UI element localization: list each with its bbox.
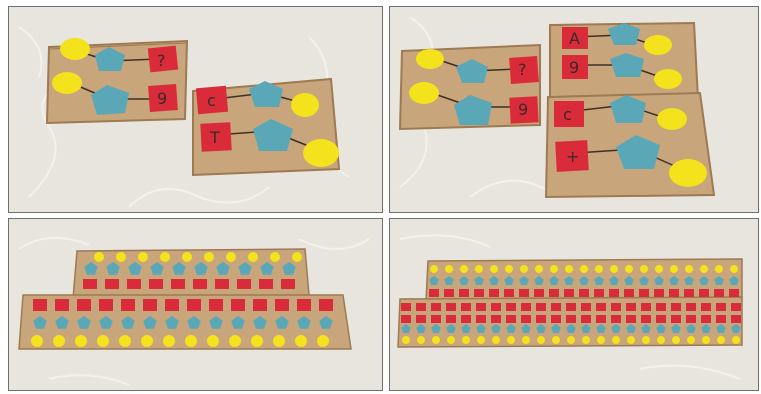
yellow-circle	[462, 336, 470, 344]
red-square	[231, 299, 245, 311]
yellow-circle	[295, 335, 307, 347]
yellow-circle	[597, 336, 605, 344]
red-square	[319, 299, 333, 311]
red-square	[609, 289, 619, 297]
red-square	[699, 289, 709, 297]
red-square	[127, 279, 141, 289]
yellow-circle	[460, 265, 468, 273]
yellow-circle	[160, 252, 170, 262]
red-square	[416, 303, 426, 311]
red-square	[656, 315, 666, 323]
yellow-circle	[700, 265, 708, 273]
domino-rows-bottom-right	[398, 259, 742, 347]
yellow-circle	[640, 265, 648, 273]
red-square	[187, 299, 201, 311]
red-square	[83, 279, 97, 289]
red-square	[446, 315, 456, 323]
red-square	[549, 289, 559, 297]
svg-text:9: 9	[518, 100, 529, 119]
svg-text:A: A	[569, 29, 580, 48]
yellow-circle	[537, 336, 545, 344]
yellow-circle	[432, 336, 440, 344]
svg-text:c: c	[563, 105, 572, 124]
domino-photo-bottom-right	[390, 219, 759, 391]
yellow-circle	[97, 335, 109, 347]
red-square	[731, 315, 741, 323]
yellow-circle	[430, 265, 438, 273]
yellow-circle	[612, 336, 620, 344]
yellow-circle	[75, 335, 87, 347]
red-square	[429, 289, 439, 297]
yellow-circle	[580, 265, 588, 273]
yellow-circle	[625, 265, 633, 273]
red-square	[566, 303, 576, 311]
yellow-circle	[119, 335, 131, 347]
svg-text:?: ?	[518, 60, 527, 79]
red-square	[143, 299, 157, 311]
panel-top-left	[8, 6, 383, 213]
red-square	[641, 315, 651, 323]
red-square	[716, 315, 726, 323]
svg-text:c: c	[207, 91, 216, 110]
red-square	[281, 279, 295, 289]
red-square	[121, 299, 135, 311]
yellow-circle	[550, 265, 558, 273]
red-square	[259, 279, 273, 289]
red-square	[165, 299, 179, 311]
yellow-circle	[730, 265, 738, 273]
red-square	[489, 289, 499, 297]
red-square	[491, 303, 501, 311]
yellow-circle	[595, 265, 603, 273]
red-square	[446, 303, 456, 311]
red-square	[671, 303, 681, 311]
yellow-circle	[402, 336, 410, 344]
yellow-circle	[627, 336, 635, 344]
red-square	[491, 315, 501, 323]
yellow-circle	[292, 252, 302, 262]
panel-bottom-right	[389, 218, 759, 391]
yellow-circle	[567, 336, 575, 344]
yellow-circle	[505, 265, 513, 273]
yellow-circle	[251, 335, 263, 347]
red-square	[596, 303, 606, 311]
yellow-circle	[270, 252, 280, 262]
red-square	[671, 315, 681, 323]
yellow-circle	[490, 265, 498, 273]
yellow-circle	[417, 336, 425, 344]
red-square	[669, 289, 679, 297]
svg-text:T: T	[210, 128, 220, 147]
red-square	[536, 315, 546, 323]
yellow-circle	[248, 252, 258, 262]
red-square	[654, 289, 664, 297]
red-square	[149, 279, 163, 289]
yellow-circle	[477, 336, 485, 344]
yellow-circle	[445, 265, 453, 273]
yellow-circle	[685, 265, 693, 273]
yellow-circle	[670, 265, 678, 273]
red-square	[461, 303, 471, 311]
domino-photo-bottom-left	[9, 219, 383, 391]
red-square	[444, 289, 454, 297]
red-square	[731, 303, 741, 311]
red-square	[536, 303, 546, 311]
red-square	[581, 315, 591, 323]
yellow-circle	[204, 252, 214, 262]
red-square	[459, 289, 469, 297]
red-square	[77, 299, 91, 311]
domino-photo-top-left	[9, 7, 383, 213]
red-square	[519, 289, 529, 297]
yellow-circle	[138, 252, 148, 262]
red-square	[275, 299, 289, 311]
yellow-circle	[717, 336, 725, 344]
yellow-circle	[582, 336, 590, 344]
yellow-circle	[273, 335, 285, 347]
yellow-circle	[116, 252, 126, 262]
yellow-circle	[657, 336, 665, 344]
yellow-circle	[94, 252, 104, 262]
red-square	[504, 289, 514, 297]
domino-photo-top-right	[390, 7, 759, 213]
red-square	[521, 303, 531, 311]
yellow-circle	[522, 336, 530, 344]
red-square	[579, 289, 589, 297]
red-square	[476, 303, 486, 311]
red-square	[596, 315, 606, 323]
red-square	[611, 315, 621, 323]
yellow-circle	[317, 335, 329, 347]
yellow-circle	[163, 335, 175, 347]
yellow-circle	[229, 335, 241, 347]
red-square	[551, 315, 561, 323]
red-square	[729, 289, 739, 297]
red-square	[209, 299, 223, 311]
red-square	[639, 289, 649, 297]
yellow-circle	[715, 265, 723, 273]
red-square	[416, 315, 426, 323]
red-square	[401, 303, 411, 311]
red-square	[564, 289, 574, 297]
yellow-circle	[520, 265, 528, 273]
yellow-circle	[732, 336, 740, 344]
red-square	[714, 289, 724, 297]
red-square	[581, 303, 591, 311]
red-square	[55, 299, 69, 311]
red-square	[105, 279, 119, 289]
yellow-circle	[475, 265, 483, 273]
red-square	[506, 315, 516, 323]
red-square	[506, 303, 516, 311]
red-square	[521, 315, 531, 323]
red-square	[474, 289, 484, 297]
red-square	[686, 303, 696, 311]
red-square	[656, 303, 666, 311]
red-square	[594, 289, 604, 297]
yellow-circle	[31, 335, 43, 347]
red-square	[716, 303, 726, 311]
yellow-circle	[687, 336, 695, 344]
red-square	[611, 303, 621, 311]
red-square	[701, 303, 711, 311]
red-square	[701, 315, 711, 323]
red-square	[237, 279, 251, 289]
svg-text:9: 9	[569, 58, 580, 77]
red-square	[401, 315, 411, 323]
red-square	[461, 315, 471, 323]
red-square	[624, 289, 634, 297]
red-square	[193, 279, 207, 289]
panel-top-right	[389, 6, 759, 213]
yellow-circle	[53, 335, 65, 347]
yellow-circle	[207, 335, 219, 347]
red-square	[99, 299, 113, 311]
yellow-circle	[655, 265, 663, 273]
yellow-circle	[610, 265, 618, 273]
yellow-circle	[226, 252, 236, 262]
red-square	[641, 303, 651, 311]
svg-text:9: 9	[157, 89, 168, 108]
red-square	[566, 315, 576, 323]
red-square	[253, 299, 267, 311]
yellow-circle	[507, 336, 515, 344]
yellow-circle	[182, 252, 192, 262]
red-square	[534, 289, 544, 297]
red-square	[626, 303, 636, 311]
yellow-circle	[535, 265, 543, 273]
red-square	[171, 279, 185, 289]
svg-text:+: +	[566, 147, 580, 166]
yellow-circle	[185, 335, 197, 347]
panel-bottom-left	[8, 218, 383, 391]
red-square	[551, 303, 561, 311]
yellow-circle	[702, 336, 710, 344]
yellow-circle	[565, 265, 573, 273]
red-square	[431, 315, 441, 323]
svg-text:?: ?	[157, 51, 166, 70]
red-square	[297, 299, 311, 311]
red-square	[476, 315, 486, 323]
yellow-circle	[642, 336, 650, 344]
red-square	[686, 315, 696, 323]
yellow-circle	[447, 336, 455, 344]
yellow-circle	[492, 336, 500, 344]
red-square	[431, 303, 441, 311]
red-square	[626, 315, 636, 323]
red-square	[215, 279, 229, 289]
yellow-circle	[552, 336, 560, 344]
yellow-circle	[141, 335, 153, 347]
red-square	[684, 289, 694, 297]
red-square	[33, 299, 47, 311]
yellow-circle	[672, 336, 680, 344]
